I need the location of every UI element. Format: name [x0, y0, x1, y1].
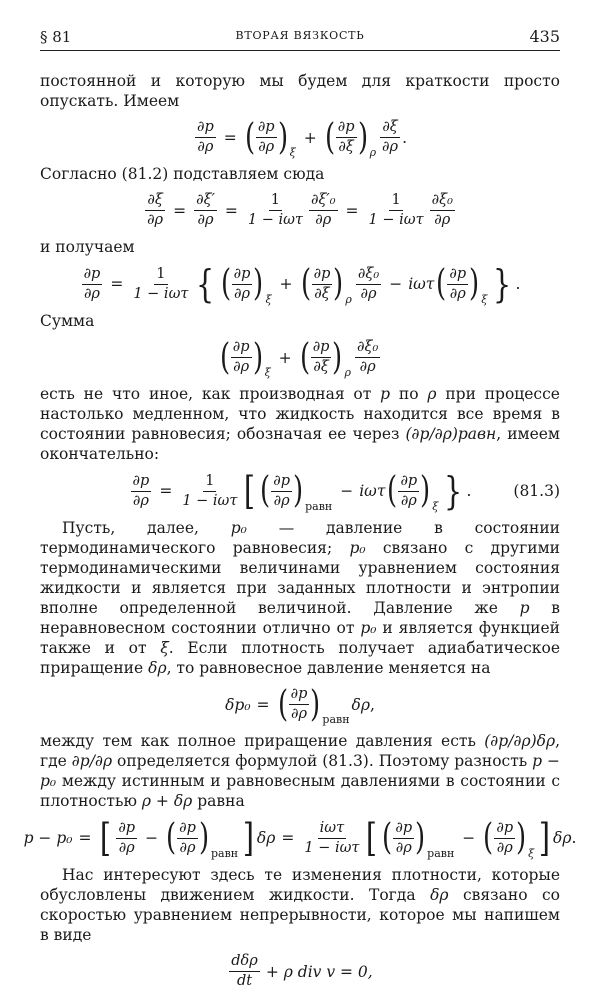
- paragraph-8: Нас интересуют здесь те изменения плотности, которые обусловлены движением жидкости. Тогда δρ связано со скоростью уравнением непрерывности, которое мы напишем в виде: [40, 866, 560, 944]
- paren-group: ( ∂p ∂ξ ) ρ: [324, 116, 377, 159]
- running-title: ВТОРАЯ ВЯЗКОСТЬ: [235, 29, 365, 42]
- eq1-expression: $\frac{\partial p}{\partial\rho}$ = ( ∂p ∂ρ ) ξ + ( ∂p ∂ξ ) ρ ∂ξ ∂ρ .: [196, 116, 408, 159]
- equation-4: ( ∂p ∂ρ ) ξ + ( ∂p ∂ξ ) ρ ∂ξ₀ ∂ρ: [219, 336, 379, 379]
- paragraph-5: есть не что иное, как производная от p по ρ при процессе настолько медленном, что жидкость находится все время в состоянии равновесия; обозначая ее через (∂p/∂ρ)равн, имеем окончательно:: [40, 385, 560, 463]
- equation-continuity: dδρ dt + ρ div v = 0,: [231, 953, 373, 989]
- book-page: [23, 27, 577, 998]
- paren-group: ( ∂p ∂ρ ) ξ: [244, 116, 296, 159]
- paragraph-6: Пусть, далее, p₀ — давление в состоянии термодинамического равновесия; p₀ связано с другими термодинамическими величинами уравнением состояния жидкости и является при заданных плотности и энтропии вполне определенной величиной. Давление же p в неравновесном состоянии отлично от p₀ и является функцией также и от ξ. Если плотность получает адиабатическое приращение δρ, то равновесное давление меняется на: [40, 519, 561, 677]
- equation-number: (81.3): [513, 482, 560, 500]
- equation-81-3: $\frac{\partial p}{\partial\rho}$ = 1 1 − iωτ [ ( ∂p ∂ρ ) равн − iωτ ( ∂p ∂ρ ) ξ } . (81.3): [132, 469, 560, 513]
- equation-2: $\frac{\partial\xi}{\partial\rho}$ = $\frac{\partial\xi'}{\partial\rho}$ = 1 1 − iωτ $\frac{\text{∂ξ′₀}}{\partial\rho}$ = 1 1 − iωτ ∂ξ₀ ∂ρ: [147, 192, 453, 228]
- equation-6: δp₀ = ( ∂p ∂ρ ) равн δρ ,: [225, 683, 375, 726]
- paragraph-7: между тем как полное приращение давления есть (∂p/∂ρ)δρ, где ∂p/∂ρ определяется формулой (81.3). Поэтому разность p − p₀ между истинным и равновесным давлениями в состоянии с плотностью ρ + δρ равна: [40, 732, 561, 810]
- equation-7: p − p₀ = [ ∂p ∂ρ − ( ∂p ∂ρ ) равн ] δρ = iωτ 1 − iωτ [ ( ∂p ∂ρ ) равн − ( ∂p ∂ρ ) ξ ] δρ .: [23, 816, 577, 860]
- equation-1: [40, 116, 560, 159]
- equation-3: $\frac{\partial p}{\partial\rho}$ = 1 1 − iωτ { ( ∂p ∂ρ ) ξ + ( ∂p ∂ξ ) ρ ∂ξ₀ ∂ρ − iωτ ( ∂p ∂ρ ) ξ } .: [83, 262, 521, 306]
- paragraph-3: и получаем: [40, 238, 135, 256]
- page-number: 435: [529, 27, 560, 46]
- running-header: [40, 28, 560, 51]
- section-number: § 81: [40, 28, 72, 46]
- paragraph-2: Согласно (81.2) подставляем сюда: [40, 165, 325, 183]
- fraction: $\frac{\partial p}{\partial\rho}$: [196, 119, 214, 155]
- paragraph-4: Сумма: [40, 312, 95, 330]
- paragraph-1: постоянной и которую мы будем для краткости просто опускать. Имеем: [40, 72, 560, 110]
